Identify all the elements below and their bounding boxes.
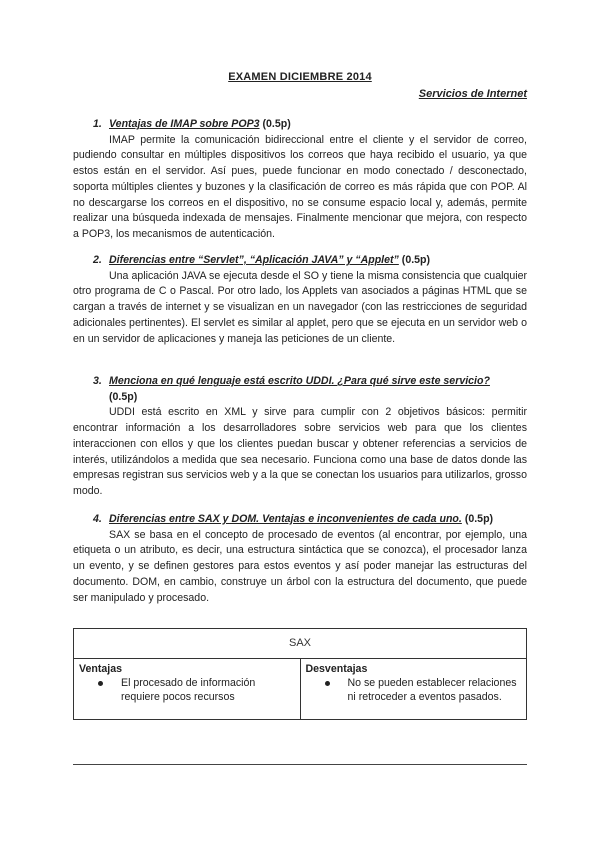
advantages-list	[79, 676, 295, 704]
bullet-icon	[98, 681, 103, 686]
question-heading	[73, 374, 527, 405]
subject-title: Servicios de Internet	[418, 88, 527, 100]
question-text: Diferencias entre SAX y DOM. Ventajas e inconvenientes de cada uno.	[109, 513, 462, 525]
question-heading	[73, 253, 527, 269]
advantages-heading: Ventajas	[79, 663, 122, 675]
answer-text: IMAP permite la comunicación bidireccional entre el cliente y el servidor de correo, pudiendo consultar en múltiples dispositivos los correos que haya recibido el usuario, ya que estos están en el servidor. Así pues, puede funcionar en modo conectado / desconectado, soporta múltiples clientes y buzones y la clasificación de correo es más rápida que con POP. Al no descargarse los correos en el dispositivo, no se consume espacio local y, además, permite realizar una búsqueda indexada de mensajes. Finalmente mencionar que mejora, con respecto a POP3, los mecanismos de autenticación.	[73, 133, 527, 240]
question-points: (0.5p)	[401, 254, 431, 266]
bullet-icon	[325, 681, 330, 686]
horizontal-divider	[73, 764, 527, 765]
question-text: Ventajas de IMAP sobre POP3	[109, 118, 260, 130]
question-heading	[73, 512, 527, 528]
disadvantages-cell	[301, 659, 527, 720]
question-number: 3.	[93, 375, 102, 387]
advantages-cell	[74, 659, 301, 720]
question-points: (0.5p)	[262, 118, 291, 130]
sax-comparison-table	[73, 628, 527, 720]
answer-text: SAX se basa en el concepto de procesado de eventos (al encontrar, por ejemplo, una etiqueta o un atributo, es decir, una estructura sintáctica que se conozca), el procesador lanza un evento, y se definen gestores para estos eventos y así poder manejar las estructuras del documento. DOM, en cambio, construye un árbol con la estructura del documento, que puede ser manipulado y procesado.	[73, 528, 527, 604]
question-number: 2.	[93, 254, 102, 266]
question-section	[73, 374, 527, 500]
table-header: SAX	[74, 629, 526, 659]
question-points: (0.5p)	[464, 513, 494, 525]
disadvantages-heading: Desventajas	[305, 663, 368, 675]
exam-title: EXAMEN DICIEMBRE 2014	[228, 71, 372, 83]
question-section	[73, 117, 527, 243]
question-points: (0.5p)	[109, 390, 138, 403]
question-section	[73, 512, 527, 606]
list-item-text: No se pueden establecer relaciones ni retroceder a eventos pasados.	[347, 677, 517, 703]
list-item-text: El procesado de información requiere pocos recursos	[121, 677, 256, 703]
question-number: 1.	[93, 118, 102, 130]
question-text: Menciona en qué lenguaje está escrito UDDI. ¿Para qué sirve este servicio?	[109, 375, 490, 387]
question-number: 4.	[93, 513, 102, 525]
list-item	[121, 676, 295, 704]
disadvantages-list	[306, 676, 522, 704]
list-item	[348, 676, 522, 704]
question-section	[73, 253, 527, 347]
table-row	[74, 659, 526, 720]
question-heading	[73, 117, 527, 133]
answer-text: Una aplicación JAVA se ejecuta desde el SO y tiene la misma consistencia que cualquier otro programa de C o Pascal. Por otro lado, los Applets van asociados a páginas HTML que se cargan a través de internet y se visualizan en un navegador (con las restricciones de seguridad adicionales pertinentes). El servlet es similar al applet, pero que se ejecuta en un servidor web o en un servidor de aplicaciones y maneja las peticiones de un cliente.	[73, 269, 527, 345]
answer-text: UDDI está escrito en XML y sirve para cumplir con 2 objetivos básicos: permitir encontrar información a los desarrolladores sobre servicios web para que los clientes interaccionen con ellos y que los clientes puedan buscar y obtener referencias a servicios de interés, utilizándolos a medida que sea necesario. Funciona como una base de datos donde las empresas registran sus servicios web y a la que se conectan los usuarios para utilizarlos, grosso modo.	[73, 406, 527, 497]
question-text: Diferencias entre “Servlet”, “Aplicación JAVA” y “Applet”	[109, 254, 399, 266]
